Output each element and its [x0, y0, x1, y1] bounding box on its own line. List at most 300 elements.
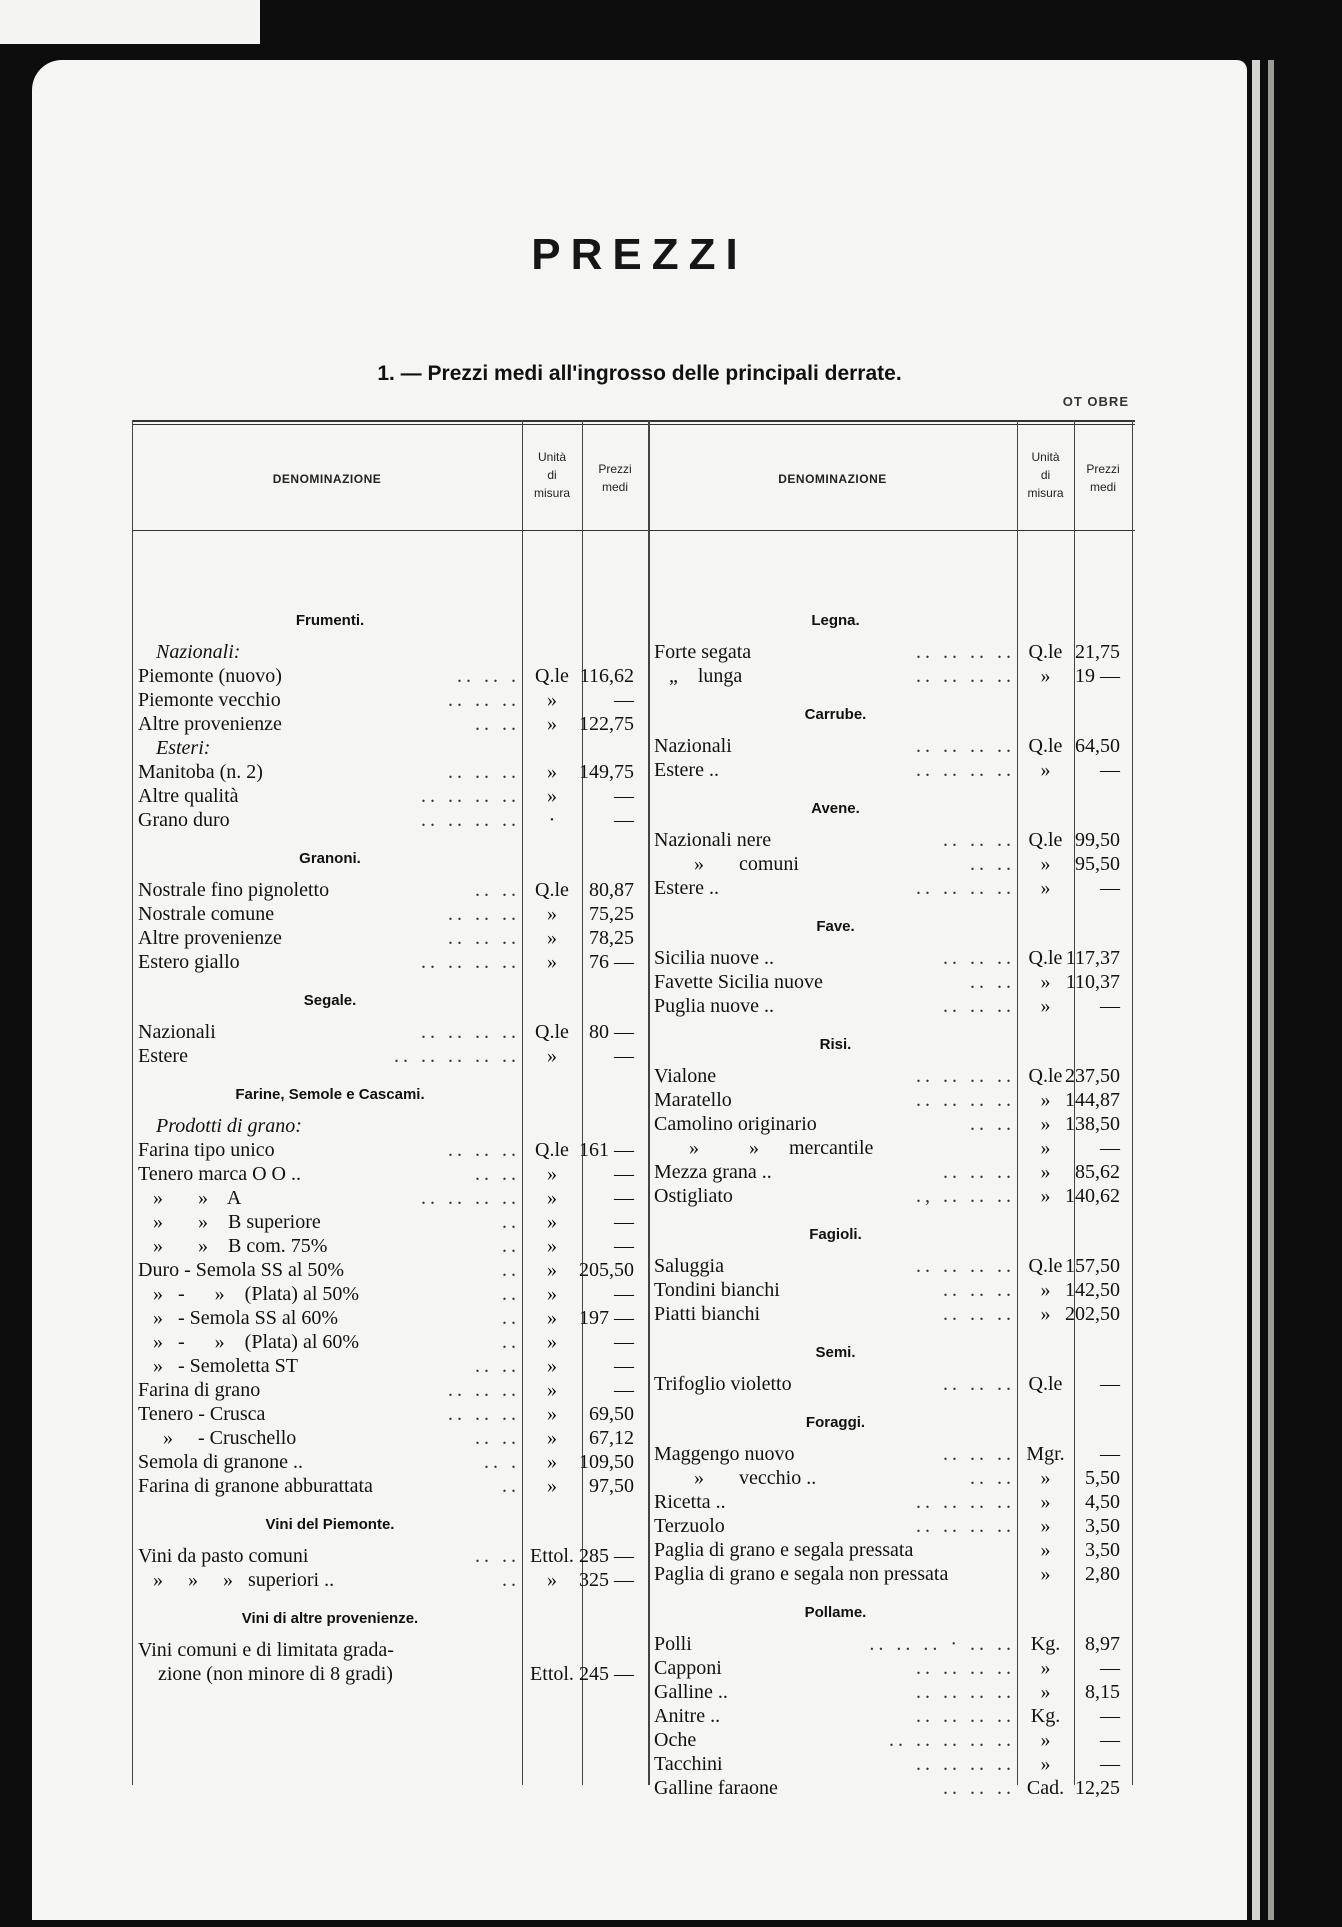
leader-dots: .. .. .. [448, 689, 520, 711]
leader-dots: .. .. .. [943, 947, 1015, 969]
item-name: zione (non minore di 8 gradi) [138, 1663, 393, 1685]
table-row [654, 641, 1126, 664]
leader-dots: .. .. .. .. [916, 735, 1015, 757]
unit-cell: » [547, 1569, 557, 1591]
table-row [138, 1307, 642, 1330]
table-row [654, 1279, 1126, 1302]
leader-dots: .. .. .. .. [421, 1021, 520, 1043]
section-heading [654, 793, 1126, 816]
table-row [654, 1113, 1126, 1136]
leader-dots: .. .. .. .. [916, 759, 1015, 781]
price-cell: 97,50 [589, 1475, 634, 1497]
item-name: Anitre .. [654, 1705, 721, 1727]
leader-dots: .. .. [475, 879, 520, 901]
item-name: Maratello [654, 1089, 732, 1111]
section-heading [138, 1509, 642, 1532]
price-cell: 85,62 [1075, 1161, 1120, 1183]
section-heading [654, 1337, 1126, 1360]
item-name: Vini da pasto comuni [138, 1545, 309, 1567]
leader-dots: .. .. .. .. [916, 1753, 1015, 1775]
table-row [654, 1681, 1126, 1704]
price-cell: 75,25 [589, 903, 634, 925]
section-heading [654, 1219, 1126, 1242]
item-name: Tacchini [654, 1753, 723, 1775]
table-row [138, 1639, 642, 1662]
unit-cell: » [547, 1451, 557, 1473]
item-name: Farina di grano [138, 1379, 261, 1401]
price-cell: — [614, 1163, 634, 1185]
unit-cell: » [1040, 1729, 1051, 1751]
item-name: Manitoba (n. 2) [138, 761, 263, 783]
table-row [654, 1753, 1126, 1776]
unit-cell: » [547, 713, 557, 735]
leader-dots: .. [502, 1283, 520, 1305]
item-name: » - Semola SS al 60% [138, 1307, 338, 1329]
unit-cell: » [547, 1283, 557, 1305]
table-row [138, 1545, 642, 1568]
table-row [654, 1777, 1126, 1800]
leader-dots: .. .. [475, 1545, 520, 1567]
section-heading [654, 911, 1126, 934]
unit-cell: Q.le [1028, 829, 1063, 851]
leader-dots: .. .. .. [943, 1161, 1015, 1183]
table-row [138, 1211, 642, 1234]
item-name: Altre provenienze [138, 713, 282, 735]
item-name: Piemonte vecchio [138, 689, 281, 711]
unit-cell: » [1040, 1753, 1051, 1775]
unit-cell: » [1040, 1113, 1051, 1135]
section-title: Semi. [815, 1344, 856, 1361]
leader-dots: .. .. .. [448, 927, 520, 949]
price-cell: 69,50 [589, 1403, 634, 1425]
unit-cell: Ettol. [530, 1663, 574, 1685]
item-name: » - Semoletta ST [138, 1355, 298, 1377]
unit-cell: » [1040, 853, 1051, 875]
price-cell: 12,25 [1075, 1777, 1120, 1799]
price-cell: 202,50 [1065, 1303, 1120, 1325]
page-edge-2 [1268, 60, 1274, 1920]
leader-dots: .. [502, 1475, 520, 1497]
price-cell: 285 — [579, 1545, 634, 1567]
page-title: PREZZI [531, 230, 748, 279]
leader-dots: .. .. .. .. [916, 1705, 1015, 1727]
subgroup-label: Esteri: [156, 737, 211, 759]
table-right-border [1132, 420, 1133, 1785]
unit-cell: Kg. [1030, 1633, 1061, 1655]
item-name: „ lunga [654, 665, 743, 687]
unit-cell: » [547, 1163, 557, 1185]
table-row [654, 1373, 1126, 1396]
subgroup-heading [138, 1115, 642, 1138]
unit-cell: » [547, 1427, 557, 1449]
item-name: Favette Sicilia nuove [654, 971, 823, 993]
price-table [132, 420, 1135, 1799]
price-cell: 205,50 [579, 1259, 634, 1281]
item-name: » » mercantile [654, 1137, 874, 1159]
leader-dots: .. .. [475, 1427, 520, 1449]
item-name: Nazionali nere [654, 829, 772, 851]
leader-dots: .. .. .. [943, 1373, 1015, 1395]
unit-cell: Kg. [1030, 1705, 1061, 1727]
unit-cell: » [1040, 1681, 1051, 1703]
table-row [654, 1515, 1126, 1538]
leader-dots: .. .. [970, 1467, 1015, 1489]
price-cell: 67,12 [589, 1427, 634, 1449]
header-denominazione-right: DENOMINAZIONE [778, 472, 887, 486]
leader-dots: .. .. .. [448, 1139, 520, 1161]
header-bottom-rule [132, 530, 1135, 531]
table-row [138, 879, 642, 902]
item-name: Estere .. [654, 877, 719, 899]
leader-dots: .. .. .. .. .. [889, 1729, 1015, 1751]
unit-cell: » [1040, 665, 1051, 687]
price-cell: — [1100, 1443, 1120, 1465]
table-row [654, 995, 1126, 1018]
table-row [138, 1283, 642, 1306]
table-row [654, 1563, 1126, 1586]
table-row [138, 1379, 642, 1402]
leader-dots: .. .. .. [943, 1279, 1015, 1301]
price-cell: 109,50 [579, 1451, 634, 1473]
table-row [138, 1427, 642, 1450]
item-name: Sicilia nuove .. [654, 947, 774, 969]
item-name: Ostigliato [654, 1185, 733, 1207]
price-cell: — [1100, 1373, 1120, 1395]
unit-cell: » [547, 1403, 557, 1425]
unit-cell: » [1040, 995, 1051, 1017]
table-row [654, 665, 1126, 688]
table-row [654, 1137, 1126, 1160]
header-prezzi-right: Prezzi medi [1086, 462, 1120, 494]
unit-cell: » [1040, 1657, 1051, 1679]
leader-dots: .. .. .. .. [916, 877, 1015, 899]
unit-cell: Ettol. [530, 1545, 574, 1567]
leader-dots: .. [502, 1331, 520, 1353]
table-row [654, 1303, 1126, 1326]
unit-cell: » [1040, 759, 1051, 781]
section-title: Segale. [303, 992, 357, 1009]
unit-cell: » [547, 903, 557, 925]
section-heading [654, 1597, 1126, 1620]
leader-dots: .. .. .. [943, 995, 1015, 1017]
item-name: » - » (Plata) al 60% [138, 1331, 360, 1353]
section-title: Legna. [811, 612, 860, 629]
item-name: Galline .. [654, 1681, 728, 1703]
unit-cell: » [547, 927, 557, 949]
price-cell: 138,50 [1065, 1113, 1120, 1135]
table-row [654, 971, 1126, 994]
leader-dots: .. .. .. .. [916, 1089, 1015, 1111]
leader-dots: .. . [484, 1451, 520, 1473]
scan-margin [0, 0, 260, 44]
document-page [32, 60, 1247, 1920]
item-name: Forte segata [654, 641, 752, 663]
leader-dots: .. [502, 1211, 520, 1233]
unit-cell: » [1040, 1563, 1051, 1585]
leader-dots: .. .. .. · .. .. [869, 1633, 1015, 1655]
price-cell: 19 — [1075, 665, 1120, 687]
price-cell: 144,87 [1065, 1089, 1120, 1111]
table-row [138, 1475, 642, 1498]
price-cell: 80,87 [589, 879, 634, 901]
table-row [138, 1331, 642, 1354]
leader-dots: .. .. .. [943, 1443, 1015, 1465]
item-name: Polli [654, 1633, 692, 1655]
unit-cell: » [547, 951, 557, 973]
section-title: Farine, Semole e Cascami. [235, 1086, 425, 1103]
price-cell: 8,15 [1085, 1681, 1120, 1703]
item-name: Maggengo nuovo [654, 1443, 795, 1465]
leader-dots: .. .. .. .. [916, 1515, 1015, 1537]
leader-dots: .. .. .. [448, 903, 520, 925]
unit-cell: Q.le [535, 1021, 569, 1043]
price-cell: 64,50 [1075, 735, 1120, 757]
price-cell: 161 — [579, 1139, 634, 1161]
header-unita-right: Unità di misura [1027, 450, 1064, 500]
leader-dots: .. [502, 1307, 520, 1329]
subgroup-heading [138, 737, 642, 760]
price-cell: — [614, 1045, 634, 1067]
unit-cell: » [547, 1187, 557, 1209]
section-title: Avene. [811, 800, 860, 817]
unit-cell: » [1040, 1137, 1051, 1159]
header-denominazione-left: DENOMINAZIONE [272, 472, 382, 486]
center-divider [648, 420, 650, 1785]
unit-cell: » [1040, 1279, 1051, 1301]
unit-cell: » [1040, 877, 1051, 899]
unit-cell: » [1040, 1161, 1051, 1183]
header-unita-left: Unità di misura [533, 450, 570, 500]
subgroup-label: Nazionali: [156, 641, 241, 663]
section-heading [654, 1029, 1126, 1052]
item-name: » » B com. 75% [138, 1235, 328, 1257]
leader-dots: .. .. .. .. .. [394, 1045, 520, 1067]
unit-cell: » [547, 785, 557, 807]
price-cell: 110,37 [1065, 971, 1120, 993]
price-cell: 3,50 [1085, 1539, 1120, 1561]
leader-dots: .. .. .. [448, 1403, 520, 1425]
item-name: Duro - Semola SS al 50% [138, 1259, 345, 1281]
price-cell: 2,80 [1085, 1563, 1120, 1585]
item-name: » comuni [654, 853, 799, 875]
price-cell: — [1100, 1729, 1120, 1751]
table-row [138, 1451, 642, 1474]
price-cell: 99,50 [1075, 829, 1120, 851]
price-cell: 76 — [589, 951, 634, 973]
unit-cell: Q.le [1028, 947, 1063, 969]
price-cell: 245 — [579, 1663, 634, 1685]
leader-dots: .. .. [475, 713, 520, 735]
section-title: Frumenti. [295, 612, 365, 629]
price-cell: — [1100, 1753, 1120, 1775]
leader-dots: .. .. [475, 1355, 520, 1377]
unit-cell: Q.le [1028, 1373, 1063, 1395]
price-cell: 80 — [589, 1021, 634, 1043]
leader-dots: .. .. .. .. [916, 1255, 1015, 1277]
leader-dots: .. .. [475, 1163, 520, 1185]
item-name: » » » superiori .. [138, 1569, 335, 1591]
section-heading [138, 985, 642, 1008]
table-row [138, 1403, 642, 1426]
item-name: Tenero marca O O .. [138, 1163, 301, 1185]
section-title: Vini di altre provenienze. [241, 1610, 419, 1627]
price-cell: — [614, 1331, 634, 1353]
item-name: Nostrale comune [138, 903, 275, 925]
item-name: Semola di granone .. [138, 1451, 303, 1473]
unit-cell: Q.le [1028, 1255, 1063, 1277]
leader-dots: .. .. [970, 1113, 1015, 1135]
leader-dots: .. [502, 1569, 520, 1591]
price-cell: — [614, 785, 634, 807]
month-label: OT OBRE [1062, 394, 1129, 409]
price-cell: — [1100, 995, 1120, 1017]
table-caption: 1. — Prezzi medi all'ingrosso delle principali derrate. [377, 362, 902, 385]
page-edge [1252, 60, 1260, 1920]
table-row [138, 927, 642, 950]
item-name: Tondini bianchi [654, 1279, 780, 1301]
unit-cell: » [1040, 1185, 1051, 1207]
table-row [138, 1021, 642, 1044]
leader-dots: .. .. .. [943, 1777, 1015, 1799]
unit-cell: » [1040, 1491, 1051, 1513]
leader-dots: .. .. .. [943, 829, 1015, 851]
section-title: Fave. [816, 918, 855, 935]
unit-cell: » [1040, 1089, 1051, 1111]
table-row [654, 1539, 1126, 1562]
price-cell: 3,50 [1085, 1515, 1120, 1537]
unit-cell: Q.le [535, 879, 569, 901]
unit-cell: Q.le [1028, 641, 1063, 663]
item-name: Trifoglio violetto [654, 1373, 792, 1395]
section-heading [654, 1407, 1126, 1430]
price-cell: — [614, 1379, 634, 1401]
table-row [138, 1569, 642, 1592]
unit-cell: · [548, 809, 556, 831]
unit-cell: » [547, 1331, 557, 1353]
unit-cell: » [547, 1259, 557, 1281]
section-title: Vini del Piemonte. [265, 1516, 395, 1533]
item-name: Galline faraone [654, 1777, 778, 1799]
price-cell: — [1100, 1705, 1120, 1727]
unit-cell: Cad. [1026, 1777, 1065, 1799]
table-row [138, 1663, 642, 1686]
table-row [654, 1705, 1126, 1728]
leader-dots: .. .. .. .. [916, 665, 1015, 687]
unit-cell: » [1040, 1303, 1051, 1325]
unit-cell: » [547, 1307, 557, 1329]
price-cell: — [614, 1235, 634, 1257]
item-name: Paglia di grano e segala non pressata [654, 1563, 949, 1585]
price-cell: 325 — [579, 1569, 634, 1591]
table-top-rule-2 [132, 424, 1135, 425]
price-cell: — [614, 1211, 634, 1233]
price-cell: 78,25 [589, 927, 634, 949]
table-row [654, 853, 1126, 876]
item-name: Piemonte (nuovo) [138, 665, 282, 687]
price-cell: 5,50 [1085, 1467, 1120, 1489]
leader-dots: .. .. .. .. [421, 951, 520, 973]
leader-dots: .. .. . [457, 665, 520, 687]
unit-cell: » [1040, 1467, 1051, 1489]
table-row [138, 1259, 642, 1282]
leader-dots: .. .. .. .. [421, 1187, 520, 1209]
price-cell: 95,50 [1075, 853, 1120, 875]
item-name: Farina di granone abburattata [138, 1475, 373, 1497]
item-name: Altre qualità [138, 785, 239, 807]
price-cell: 140,62 [1065, 1185, 1120, 1207]
leader-dots: ., .. .. .. [916, 1185, 1015, 1207]
table-row [654, 1633, 1126, 1656]
price-cell: — [1100, 877, 1120, 899]
leader-dots: .. .. .. .. [916, 1681, 1015, 1703]
item-name: » » A [138, 1187, 242, 1209]
price-cell: — [614, 1187, 634, 1209]
table-row [138, 761, 642, 784]
table-row [654, 1467, 1126, 1490]
table-row [654, 1443, 1126, 1466]
section-heading [654, 699, 1126, 722]
item-name: Capponi [654, 1657, 722, 1679]
leader-dots: .. [502, 1235, 520, 1257]
subgroup-label: Prodotti di grano: [156, 1115, 302, 1137]
price-cell: 116,62 [579, 665, 634, 687]
leader-dots: .. .. .. [943, 1303, 1015, 1325]
item-name: » vecchio .. [654, 1467, 817, 1489]
unit-cell: » [1040, 1515, 1051, 1537]
section-heading [138, 1079, 642, 1102]
price-cell: — [614, 809, 634, 831]
item-name: Terzuolo [654, 1515, 725, 1537]
unit-cell: » [547, 1475, 557, 1497]
table-row [654, 947, 1126, 970]
table-row [138, 1139, 642, 1162]
price-cell: — [614, 1283, 634, 1305]
price-cell: — [614, 689, 634, 711]
item-name: Mezza grana .. [654, 1161, 772, 1183]
table-row [138, 1355, 642, 1378]
item-name: Saluggia [654, 1255, 724, 1277]
table-row [654, 1729, 1126, 1752]
unit-cell: » [547, 1379, 557, 1401]
section-heading [654, 605, 1126, 628]
item-name: » » B superiore [138, 1211, 321, 1233]
leader-dots: .. .. [970, 971, 1015, 993]
leader-dots: .. .. .. .. [916, 1657, 1015, 1679]
table-row [138, 1045, 642, 1068]
unit-cell: » [547, 1045, 557, 1067]
item-name: » - » (Plata) al 50% [138, 1283, 360, 1305]
item-name: Puglia nuove .. [654, 995, 774, 1017]
table-row [138, 809, 642, 832]
table-row [138, 1163, 642, 1186]
unit-cell: » [547, 1355, 557, 1377]
item-name: Tenero - Crusca [138, 1403, 266, 1425]
leader-dots: .. .. .. .. [916, 1065, 1015, 1087]
item-name: Farina tipo unico [138, 1139, 275, 1161]
item-name: Vialone [654, 1065, 717, 1087]
leader-dots: .. [502, 1259, 520, 1281]
section-title: Pollame. [804, 1604, 867, 1621]
item-name: Vini comuni e di limitata grada- [138, 1639, 394, 1661]
item-name: Nazionali [138, 1021, 216, 1043]
item-name: » - Cruschello [138, 1427, 297, 1449]
section-title: Carrube. [804, 706, 867, 723]
unit-cell: Q.le [535, 665, 569, 687]
price-cell: 21,75 [1075, 641, 1120, 663]
section-heading [138, 1603, 642, 1626]
leader-dots: .. .. .. .. [421, 809, 520, 831]
table-row [138, 951, 642, 974]
